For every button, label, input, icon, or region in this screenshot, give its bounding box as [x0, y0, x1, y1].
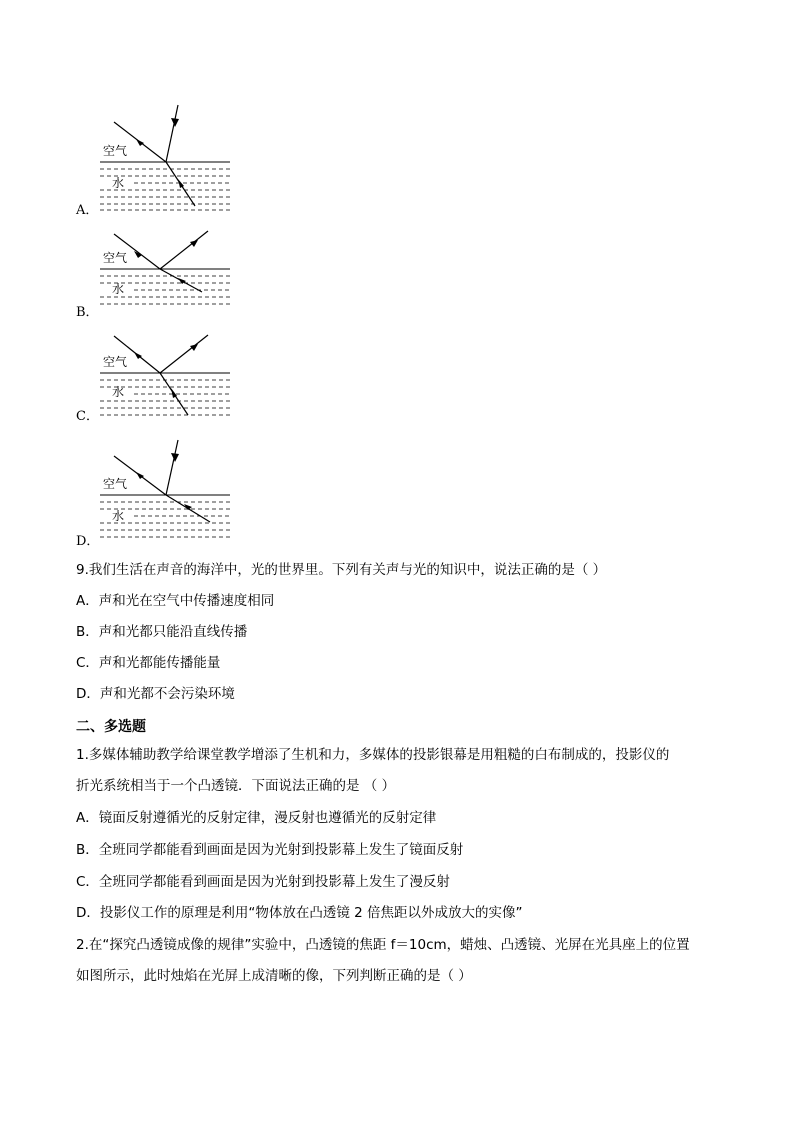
mq1-option-c: C．全班同学都能看到画面是因为光射到投影幕上发生了漫反射: [76, 874, 450, 890]
mq2-stem-line2: 如图所示，此时烛焰在光屏上成清晰的像，下列判断正确的是（ ）: [76, 968, 472, 984]
water-label: 水: [112, 385, 125, 399]
air-label: 空气: [103, 144, 128, 158]
option-c-letter: C．: [76, 409, 99, 424]
air-label: 空气: [103, 477, 128, 491]
q9-stem: 9.我们生活在声音的海洋中，光的世界里。下列有关声与光的知识中，说法正确的是（ ）: [76, 562, 607, 578]
option-d-letter: D．: [76, 534, 100, 549]
mq1-stem-line1: 1.多媒体辅助教学给课堂教学增添了生机和力，多媒体的投影银幕是用粗糙的白布制成的，投影仪的: [76, 747, 670, 763]
option-c-diagram: [98, 330, 233, 420]
mq2-stem-line1: 2.在“探究凸透镜成像的规律”实验中，凸透镜的焦距 f＝10cm，蜡烛、凸透镜、光屏在光具座上的位置: [76, 937, 690, 953]
mq1-stem-line2: 折光系统相当于一个凸透镜．下面说法正确的是 （ ）: [76, 778, 396, 794]
water-label: 水: [112, 509, 125, 523]
air-label: 空气: [103, 355, 128, 369]
option-a-letter: A．: [76, 203, 99, 218]
q9-option-a: A．声和光在空气中传播速度相同: [76, 593, 275, 609]
option-b-letter: B．: [76, 305, 99, 320]
option-b-diagram: [98, 226, 233, 316]
option-d-diagram: [98, 436, 233, 546]
section-title-multiple-choice: 二、多选题: [76, 719, 146, 735]
water-label: 水: [112, 176, 125, 190]
q9-option-d: D．声和光都不会污染环境: [76, 686, 235, 702]
water-label: 水: [112, 282, 125, 296]
mq1-option-b: B．全班同学都能看到画面是因为光射到投影幕上发生了镜面反射: [76, 842, 464, 858]
air-label: 空气: [103, 251, 128, 265]
q9-option-b: B．声和光都只能沿直线传播: [76, 624, 248, 640]
option-a-diagram: [98, 100, 233, 212]
mq1-option-a: A．镜面反射遵循光的反射定律，漫反射也遵循光的反射定律: [76, 810, 437, 826]
q9-option-c: C．声和光都能传播能量: [76, 655, 221, 671]
mq1-option-d: D．投影仪工作的原理是利用“物体放在凸透镜 2 倍焦距以外成放大的实像”: [76, 905, 523, 921]
